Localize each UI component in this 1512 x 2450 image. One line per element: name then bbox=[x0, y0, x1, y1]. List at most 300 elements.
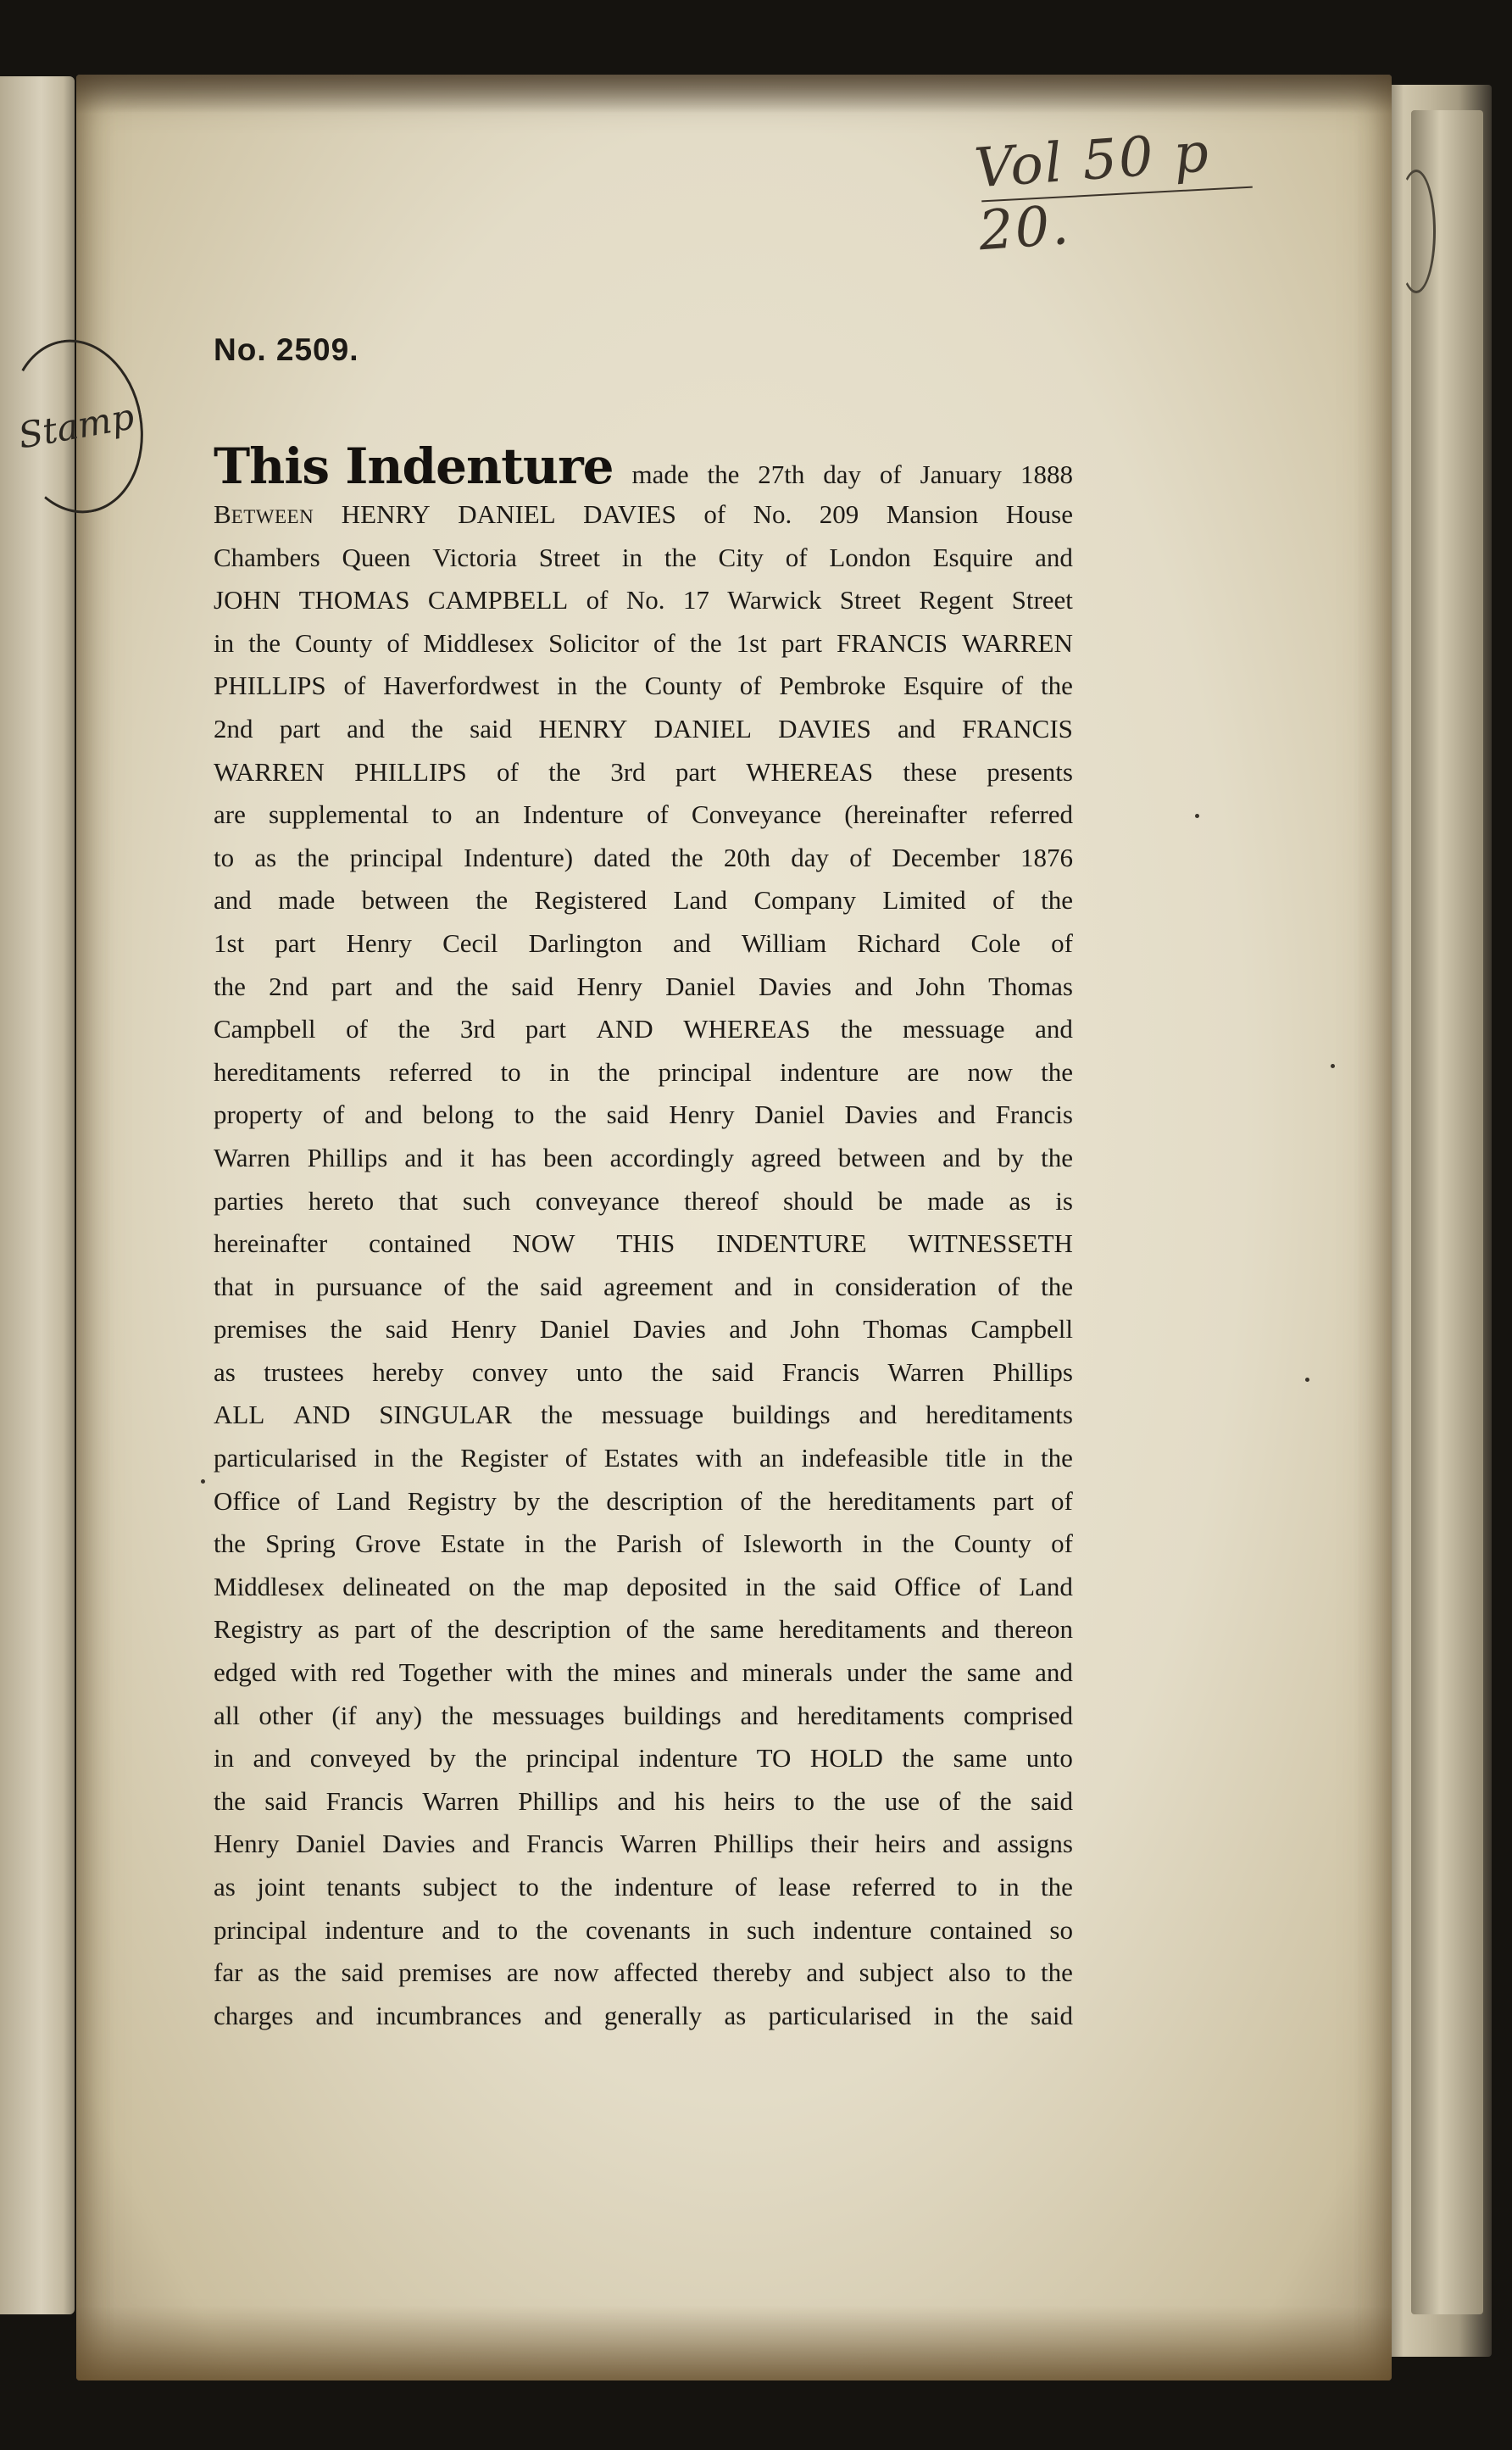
text-word: the bbox=[566, 1657, 599, 1688]
text-word: JOHN bbox=[214, 585, 281, 615]
text-word: Regent bbox=[919, 585, 994, 615]
text-word: Davies bbox=[844, 1100, 918, 1130]
text-word: referred bbox=[852, 1872, 936, 1902]
text-word: and bbox=[898, 713, 936, 743]
text-word: Warren bbox=[214, 1142, 291, 1172]
text-word: the bbox=[1041, 1872, 1073, 1902]
text-word: the bbox=[564, 1528, 597, 1559]
text-word: buildings bbox=[623, 1700, 722, 1730]
text-word: as bbox=[724, 2000, 747, 2030]
text-word: the bbox=[1041, 1056, 1073, 1087]
text-word: Richard bbox=[857, 927, 941, 958]
text-word: Henry bbox=[451, 1314, 517, 1345]
text-word: the bbox=[1041, 671, 1073, 701]
text-word: 17 bbox=[682, 585, 709, 615]
text-word: indenture bbox=[812, 1914, 912, 1945]
text-word: the bbox=[976, 2000, 1009, 2030]
text-word: Francis bbox=[325, 1785, 403, 1816]
text-word: Indenture bbox=[523, 799, 624, 830]
text-word: of bbox=[1051, 1485, 1073, 1516]
text-word: Warren bbox=[887, 1356, 964, 1387]
text-word: the bbox=[663, 1614, 695, 1645]
text-word: to bbox=[793, 1785, 815, 1816]
text-word: John bbox=[790, 1314, 840, 1345]
text-word: Campbell bbox=[970, 1314, 1073, 1345]
text-line bbox=[214, 1394, 1073, 1437]
text-word: of bbox=[740, 1485, 763, 1516]
text-word: indefeasible bbox=[801, 1443, 929, 1473]
text-word: said bbox=[606, 1100, 649, 1130]
text-word: and bbox=[364, 1100, 403, 1130]
text-word: the bbox=[411, 1443, 444, 1473]
text-word: Mansion bbox=[886, 499, 979, 529]
text-word: the bbox=[548, 756, 581, 787]
text-word: Warren bbox=[620, 1829, 698, 1859]
text-word: the bbox=[411, 713, 443, 743]
text-word: premises bbox=[214, 1314, 308, 1345]
text-line bbox=[214, 1695, 1073, 1738]
text-word: Davies bbox=[632, 1314, 706, 1345]
text-word: the bbox=[456, 971, 489, 1001]
text-word: hereby bbox=[372, 1356, 444, 1387]
text-word: of bbox=[739, 671, 762, 701]
text-word: to bbox=[518, 1872, 539, 1902]
text-word: the bbox=[513, 1571, 546, 1601]
text-word: in bbox=[793, 1271, 814, 1301]
text-word: FRANCIS bbox=[961, 713, 1073, 743]
text-word: an bbox=[475, 799, 500, 830]
text-word: and bbox=[1035, 542, 1073, 572]
text-word: TO bbox=[756, 1743, 792, 1773]
text-word: of bbox=[646, 799, 669, 830]
text-word: WHEREAS bbox=[746, 756, 874, 787]
text-word: of bbox=[849, 842, 872, 872]
text-line bbox=[214, 1866, 1073, 1909]
text-word: in bbox=[214, 1743, 235, 1773]
text-word: the bbox=[554, 1100, 587, 1130]
text-word: 3rd bbox=[459, 1014, 496, 1044]
text-line bbox=[214, 1008, 1073, 1051]
text-word: generally bbox=[603, 2000, 703, 2030]
text-word: Middlesex bbox=[423, 627, 535, 658]
text-word: under bbox=[846, 1657, 907, 1688]
text-word: Thomas bbox=[988, 971, 1073, 1001]
text-word: Estate bbox=[440, 1528, 505, 1559]
text-word: DANIEL bbox=[653, 713, 752, 743]
ink-speck bbox=[1195, 814, 1199, 818]
text-word: House bbox=[1005, 499, 1073, 529]
text-word: of bbox=[564, 1443, 587, 1473]
text-word: Parish bbox=[616, 1528, 682, 1559]
text-word: Grove bbox=[355, 1528, 421, 1559]
text-word: as bbox=[1009, 1185, 1031, 1216]
text-word: and bbox=[347, 713, 385, 743]
text-word: and bbox=[395, 971, 433, 1001]
text-line bbox=[214, 1094, 1073, 1137]
text-word: the bbox=[979, 1785, 1012, 1816]
text-word: in bbox=[998, 1872, 1020, 1902]
text-word: their bbox=[809, 1829, 859, 1859]
text-word: of bbox=[297, 1485, 320, 1516]
text-word: his bbox=[674, 1785, 705, 1816]
text-word: THOMAS bbox=[298, 585, 410, 615]
text-word: are bbox=[907, 1056, 940, 1087]
text-word: Daniel bbox=[665, 971, 736, 1001]
text-line bbox=[214, 879, 1073, 922]
text-word: the bbox=[840, 1014, 873, 1044]
text-word: No. bbox=[753, 499, 792, 529]
text-word: the bbox=[670, 842, 703, 872]
text-word: and bbox=[617, 1785, 656, 1816]
text-word: to bbox=[957, 1872, 978, 1902]
heading-word: January bbox=[920, 459, 1003, 489]
text-word: in bbox=[524, 1528, 545, 1559]
text-word: Daniel bbox=[539, 1314, 610, 1345]
text-word: of bbox=[1051, 927, 1073, 958]
text-line bbox=[214, 1737, 1073, 1780]
text-line bbox=[214, 1952, 1073, 1995]
text-word: Office bbox=[894, 1571, 961, 1601]
text-word: in bbox=[557, 671, 578, 701]
text-word: indenture bbox=[779, 1056, 880, 1087]
text-word: Esquire bbox=[903, 671, 984, 701]
text-word: Darlington bbox=[528, 927, 642, 958]
text-word: (if bbox=[331, 1700, 357, 1730]
text-word: minerals bbox=[742, 1657, 833, 1688]
text-word: also bbox=[948, 1957, 991, 1988]
text-word: made bbox=[927, 1185, 985, 1216]
text-word: said bbox=[470, 713, 513, 743]
text-word: Land bbox=[673, 885, 728, 916]
text-word: messuage bbox=[903, 1014, 1005, 1044]
text-word: WARREN bbox=[214, 756, 325, 787]
text-word: in bbox=[274, 1271, 295, 1301]
text-word: Phillips bbox=[713, 1829, 794, 1859]
text-word: of bbox=[703, 499, 726, 529]
text-line bbox=[214, 1351, 1073, 1395]
text-word: Street bbox=[1011, 585, 1073, 615]
text-word: Henry bbox=[576, 971, 642, 1001]
text-word: the bbox=[475, 1743, 508, 1773]
text-word: in bbox=[862, 1528, 883, 1559]
text-word: the bbox=[297, 842, 330, 872]
text-line bbox=[214, 751, 1073, 794]
text-word: referred bbox=[989, 799, 1073, 830]
text-word: to bbox=[514, 1100, 535, 1130]
text-word: the bbox=[248, 627, 281, 658]
text-word: subject bbox=[422, 1872, 498, 1902]
text-word: in bbox=[1003, 1443, 1024, 1473]
text-word: in bbox=[548, 1056, 570, 1087]
text-word: messuage bbox=[601, 1400, 704, 1430]
text-word: and bbox=[729, 1314, 767, 1345]
text-word: the bbox=[486, 1271, 520, 1301]
text-word: the bbox=[557, 1485, 590, 1516]
text-word: the bbox=[1041, 1142, 1073, 1172]
text-word: ALL bbox=[214, 1400, 265, 1430]
text-word: with bbox=[290, 1657, 337, 1688]
text-word: of bbox=[979, 1571, 1001, 1601]
text-word: the bbox=[594, 671, 627, 701]
text-line bbox=[214, 1308, 1073, 1351]
ink-speck bbox=[201, 1479, 205, 1484]
text-word: said bbox=[264, 1785, 308, 1816]
text-line bbox=[214, 1780, 1073, 1824]
text-word: and bbox=[1035, 1657, 1073, 1688]
text-word: 1st bbox=[736, 627, 767, 658]
heading-word: day bbox=[823, 459, 862, 489]
text-word: Henry bbox=[214, 1829, 280, 1859]
text-word: County bbox=[644, 671, 722, 701]
text-word: the bbox=[214, 971, 246, 1001]
text-word: on bbox=[468, 1571, 495, 1601]
text-word: AND bbox=[596, 1014, 653, 1044]
text-word: Conveyance bbox=[691, 799, 822, 830]
text-word: with bbox=[695, 1443, 742, 1473]
text-line bbox=[214, 1909, 1073, 1952]
text-word: particularised bbox=[768, 2000, 912, 2030]
text-word: of bbox=[735, 1872, 757, 1902]
text-word: by bbox=[429, 1743, 456, 1773]
text-word: and bbox=[673, 927, 711, 958]
text-word: Phillips bbox=[518, 1785, 598, 1816]
text-word: Daniel bbox=[295, 1829, 366, 1859]
text-word: Spring bbox=[265, 1528, 336, 1559]
text-word: HENRY bbox=[538, 713, 628, 743]
text-word: made bbox=[278, 885, 336, 916]
text-line bbox=[214, 1180, 1073, 1223]
text-word: Davies bbox=[759, 971, 832, 1001]
text-word: Registry bbox=[214, 1614, 303, 1645]
text-word: 1876 bbox=[1020, 842, 1073, 872]
text-word: that bbox=[398, 1185, 438, 1216]
text-word: supplemental bbox=[268, 799, 409, 830]
text-word: any) bbox=[375, 1700, 423, 1730]
text-word: so bbox=[1049, 1914, 1073, 1945]
text-word: deposited bbox=[626, 1571, 727, 1601]
text-word: indenture bbox=[638, 1743, 738, 1773]
text-word: all bbox=[214, 1700, 240, 1730]
text-word: indenture bbox=[614, 1872, 714, 1902]
right-page-ring-mark bbox=[1397, 170, 1436, 293]
text-word: Warwick bbox=[727, 585, 822, 615]
text-word: William bbox=[741, 927, 827, 958]
text-line bbox=[214, 1566, 1073, 1609]
text-word: of bbox=[443, 1271, 466, 1301]
text-word: of bbox=[998, 1271, 1020, 1301]
text-word: the bbox=[540, 1400, 573, 1430]
text-word: same bbox=[709, 1614, 764, 1645]
text-word: the bbox=[902, 1528, 935, 1559]
text-word: indenture bbox=[325, 1914, 425, 1945]
text-word: PHILLIPS bbox=[354, 756, 467, 787]
text-word: unto bbox=[575, 1356, 623, 1387]
text-word: and bbox=[253, 1743, 292, 1773]
text-line bbox=[214, 1137, 1073, 1180]
text-word: property bbox=[214, 1100, 303, 1130]
text-word: and bbox=[859, 1400, 898, 1430]
text-word: the bbox=[902, 1743, 935, 1773]
text-word: red bbox=[351, 1657, 386, 1688]
text-word bbox=[214, 493, 314, 539]
text-word: the bbox=[651, 1356, 684, 1387]
text-word: of bbox=[1001, 671, 1024, 701]
text-word: Francis bbox=[995, 1100, 1073, 1130]
text-word: John bbox=[915, 971, 965, 1001]
text-word: are bbox=[506, 1957, 539, 1988]
text-word: and bbox=[214, 885, 252, 916]
text-word: comprised bbox=[963, 1700, 1073, 1730]
text-word: Daniel bbox=[754, 1100, 825, 1130]
text-word: the bbox=[783, 1571, 816, 1601]
text-word: is bbox=[1055, 1185, 1073, 1216]
text-word: hereditaments bbox=[797, 1700, 945, 1730]
text-word: and bbox=[404, 1142, 443, 1172]
text-word: charges bbox=[214, 2000, 294, 2030]
text-word: affected bbox=[614, 1957, 698, 1988]
text-word: of bbox=[992, 885, 1014, 916]
text-word: agreement bbox=[603, 1271, 714, 1301]
text-word: Cecil bbox=[442, 927, 498, 958]
text-word: the bbox=[560, 1872, 593, 1902]
text-word: Thomas bbox=[863, 1314, 948, 1345]
text-word: as bbox=[257, 1957, 280, 1988]
text-word: of bbox=[701, 1528, 724, 1559]
text-word: that bbox=[214, 1271, 253, 1301]
text-word: thereof bbox=[684, 1185, 759, 1216]
heading-word: the bbox=[707, 459, 740, 489]
small-caps-rest: ETWEEN bbox=[231, 506, 314, 527]
text-word: use bbox=[884, 1785, 920, 1816]
text-word: THIS bbox=[616, 1228, 675, 1259]
text-line bbox=[214, 1651, 1073, 1695]
text-line bbox=[214, 1608, 1073, 1651]
text-word: and bbox=[806, 1957, 845, 1988]
text-word: part bbox=[992, 1485, 1034, 1516]
text-word: said bbox=[511, 971, 554, 1001]
heading-word: made bbox=[631, 459, 689, 489]
text-word: of bbox=[343, 671, 366, 701]
text-word: said bbox=[341, 1957, 384, 1988]
text-word: of bbox=[653, 627, 675, 658]
text-word: and bbox=[442, 1914, 480, 1945]
text-word: HOLD bbox=[809, 1743, 883, 1773]
text-word: part bbox=[675, 756, 717, 787]
text-word: part bbox=[354, 1614, 396, 1645]
margin-stamp-text: Stamp bbox=[14, 395, 137, 457]
text-word: NOW bbox=[512, 1228, 575, 1259]
text-word: in bbox=[745, 1571, 766, 1601]
text-word: consideration bbox=[835, 1271, 977, 1301]
text-line bbox=[214, 708, 1073, 751]
text-word: hereto bbox=[308, 1185, 375, 1216]
text-word: same bbox=[966, 1657, 1021, 1688]
text-word: as bbox=[317, 1614, 340, 1645]
text-line bbox=[214, 1523, 1073, 1566]
text-line bbox=[214, 793, 1073, 837]
text-word: County bbox=[953, 1528, 1031, 1559]
text-word: Together bbox=[398, 1657, 492, 1688]
text-word: pursuance bbox=[315, 1271, 423, 1301]
text-word: heirs bbox=[724, 1785, 775, 1816]
text-word: 3rd bbox=[610, 756, 646, 787]
text-word: be bbox=[877, 1185, 903, 1216]
heading-line bbox=[214, 439, 1073, 493]
text-line bbox=[214, 1823, 1073, 1866]
text-word: Land bbox=[1019, 1571, 1073, 1601]
text-word: SINGULAR bbox=[379, 1400, 512, 1430]
text-word: Pembroke bbox=[779, 671, 887, 701]
text-word: of bbox=[410, 1614, 432, 1645]
text-word: should bbox=[782, 1185, 853, 1216]
text-word: tenants bbox=[326, 1872, 402, 1902]
text-word: are bbox=[214, 799, 246, 830]
text-word: the bbox=[920, 1657, 953, 1688]
text-line bbox=[214, 579, 1073, 622]
text-word: WHEREAS bbox=[683, 1014, 811, 1044]
text-word: conveyed bbox=[309, 1743, 411, 1773]
text-word: unto bbox=[1026, 1743, 1073, 1773]
ink-speck bbox=[1331, 1064, 1335, 1068]
text-word: premises bbox=[398, 1957, 492, 1988]
text-word: Isleworth bbox=[742, 1528, 842, 1559]
text-word: trustees bbox=[264, 1356, 344, 1387]
text-word: description bbox=[606, 1485, 724, 1516]
text-word: other bbox=[258, 1700, 314, 1730]
text-word: to bbox=[497, 1914, 519, 1945]
text-word: Chambers bbox=[214, 542, 320, 572]
text-word: Phillips bbox=[992, 1356, 1073, 1387]
text-word: Street bbox=[538, 542, 601, 572]
text-word: lease bbox=[778, 1872, 831, 1902]
text-word: 2nd bbox=[214, 713, 253, 743]
text-word: the bbox=[441, 1700, 474, 1730]
text-word: an bbox=[759, 1443, 785, 1473]
text-word: in bbox=[373, 1443, 394, 1473]
indenture-body-text bbox=[214, 439, 1073, 2037]
text-word: principal bbox=[525, 1743, 620, 1773]
text-word: between bbox=[361, 885, 449, 916]
text-word: to bbox=[431, 799, 453, 830]
text-word: Campbell bbox=[214, 1014, 316, 1044]
text-word: of bbox=[625, 1614, 648, 1645]
text-word: Henry bbox=[346, 927, 413, 958]
text-word: now bbox=[553, 1957, 599, 1988]
text-word: the bbox=[1041, 1443, 1073, 1473]
heading-word: 27th bbox=[758, 459, 805, 489]
text-word: same bbox=[953, 1743, 1008, 1773]
text-word: between bbox=[837, 1142, 926, 1172]
text-word: and bbox=[941, 1614, 980, 1645]
text-word: description bbox=[494, 1614, 611, 1645]
text-word: to bbox=[500, 1056, 521, 1087]
text-word: subject bbox=[859, 1957, 934, 1988]
text-word: London bbox=[829, 542, 911, 572]
text-word: as bbox=[214, 1872, 236, 1902]
text-line bbox=[214, 1480, 1073, 1523]
text-word: in bbox=[621, 542, 643, 572]
text-word: County bbox=[295, 627, 373, 658]
text-word: by bbox=[514, 1485, 541, 1516]
text-word: accordingly bbox=[609, 1142, 734, 1172]
text-word: of bbox=[938, 1785, 961, 1816]
text-word: 20th bbox=[723, 842, 771, 872]
text-word: the bbox=[664, 542, 697, 572]
text-word: thereby bbox=[712, 1957, 792, 1988]
text-word: day bbox=[791, 842, 830, 872]
text-word: Francis bbox=[525, 1829, 604, 1859]
text-line bbox=[214, 922, 1073, 966]
